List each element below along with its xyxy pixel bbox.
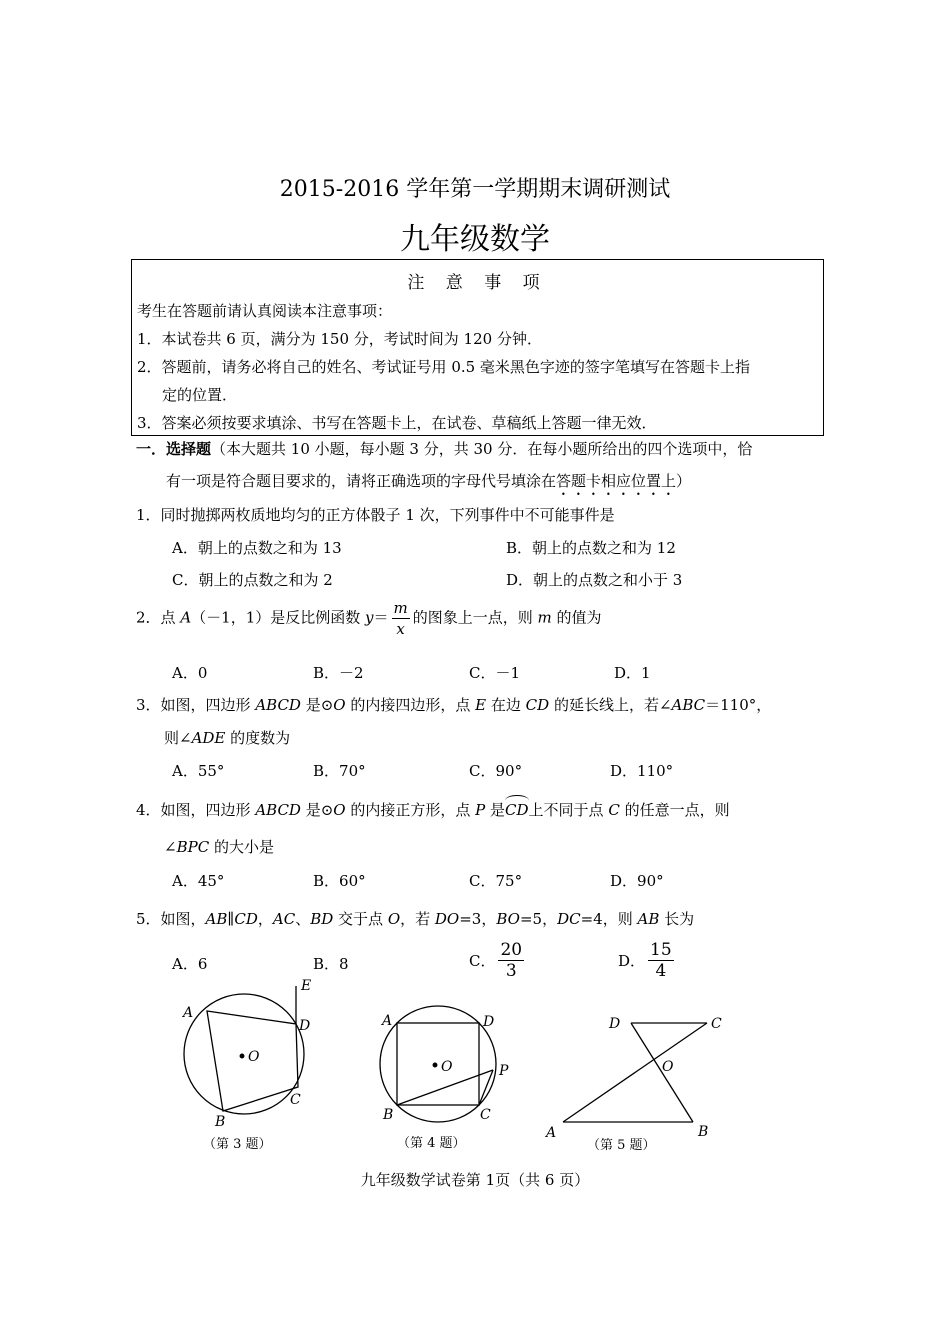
emphasis-answer-card: 答题卡相应位置上 [556,472,677,490]
q5-option-b: B．8 [313,955,349,973]
fig4-label-o: O [441,1059,453,1075]
q2-option-a: A．0 [172,664,208,682]
q1-option-c: C．朝上的点数之和为 2 [172,571,333,589]
subject-title: 九年级数学 [400,222,550,257]
q3-option-b: B．70° [313,762,366,780]
figure-4 [380,1006,496,1122]
q1-option-b: B．朝上的点数之和为 12 [506,539,676,557]
question-4-stem: 4．如图，四边形 ABCD 是⊙O 的内接正方形，点 P 是CD上不同于点 C 的任意一点，则 [136,801,730,819]
fig4-label-d: D [483,1014,495,1030]
fig3-label-a: A [183,1005,194,1021]
fig5-label-a: A [546,1125,557,1141]
fig4-label-b: B [383,1107,394,1123]
notice-intro: 考生在答题前请认真阅读本注意事项： [137,302,393,320]
notice-item-2: 2．答题前，请务必将自己的姓名、考试证号用 0.5 毫米黑色字迹的签字笔填写在答题卡上指 [137,358,750,376]
fig5-label-d: D [609,1016,621,1032]
notice-item-3: 3．答案必须按要求填涂、书写在答题卡上，在试卷、草稿纸上答题一律无效． [137,414,657,432]
notice-box [131,259,824,436]
notice-item-1: 1．本试卷共 6 页，满分为 150 分，考试时间为 120 分钟． [137,330,542,348]
q5-option-c: C． $\frac{20}{3}$ [469,940,523,981]
fig5-caption: （第 5 题） [587,1138,656,1153]
fig3-label-b: B [215,1114,226,1130]
page-footer: 九年级数学试卷第 1页（共 6 页） [360,1171,590,1189]
q4-option-c: C．75° [469,872,523,890]
fig3-label-e: E [301,978,312,994]
q2-option-d: D．1 [614,664,651,682]
q3-option-c: C．90° [469,762,523,780]
fig3-label-o: O [248,1049,260,1065]
fig4-label-a: A [382,1013,393,1029]
arc-cd: CD [505,801,529,819]
notice-heading: 注 意 事 项 [407,273,548,293]
exam-title: 2015-2016 学年第一学期期末调研测试 [279,177,671,202]
q5-option-d: D． $\frac{15}{4}$ [618,940,672,981]
question-5-stem: 5．如图，AB∥CD，AC、BD 交于点 O，若 DO=3，BO=5，DC=4，则 AB 长为 [136,910,695,928]
notice-item-2-cont: 定的位置． [162,386,238,404]
question-3-stem: 3．如图，四边形 ABCD 是⊙O 的内接四边形，点 E 在边 CD 的延长线上，若∠ABC＝110°， [136,696,772,714]
figures [150,970,770,1160]
fig4-caption: （第 4 题） [397,1136,466,1151]
fig5-label-b: B [698,1124,709,1140]
q3-option-d: D．110° [610,762,674,780]
fig3-caption: （第 3 题） [203,1137,272,1152]
q2-option-b: B．－2 [313,664,364,682]
q5-option-a: A．6 [172,955,208,973]
q4-option-b: B．60° [313,872,366,890]
section-1-desc-line2: 有一项是符合题目要求的，请将正确选项的字母代号填涂在答题卡相应位置上） [166,472,692,490]
fig5-label-o: O [662,1059,674,1075]
q4-option-a: A．45° [172,872,225,890]
section-1-desc: （本大题共 10 小题，每小题 3 分，共 30 分．在每小题所给出的四个选项中，恰 [211,440,753,458]
question-4-stem-line2: ∠BPC 的大小是 [164,838,274,856]
fraction-m-over-x: $\frac{m}{x}$ [393,599,408,638]
fig4-label-p: P [499,1063,509,1079]
q4-option-d: D．90° [610,872,664,890]
fig4-label-c: C [480,1107,491,1123]
fig3-label-c: C [290,1092,301,1108]
question-2-stem: 2．点 A（－1，1）是反比例函数 y＝ $\frac{m}{x}$ 的图象上一点，则 m 的值为 [136,599,602,638]
section-1-label: 一．选择题 [136,440,212,458]
q1-option-a: A．朝上的点数之和为 13 [172,539,342,557]
question-3-stem-line2: 则∠ADE 的度数为 [164,729,291,747]
section-1-header [136,438,752,459]
fig3-label-d: D [299,1018,311,1034]
fig5-label-c: C [711,1016,722,1032]
q3-option-a: A．55° [172,762,225,780]
q1-option-d: D．朝上的点数之和小于 3 [506,571,683,589]
figure-3 [184,986,304,1114]
q2-option-c: C．－1 [469,664,521,682]
figure-5 [563,1023,707,1122]
question-1-stem: 1．同时抛掷两枚质地均匀的正方体骰子 1 次，下列事件中不可能事件是 [136,506,615,524]
